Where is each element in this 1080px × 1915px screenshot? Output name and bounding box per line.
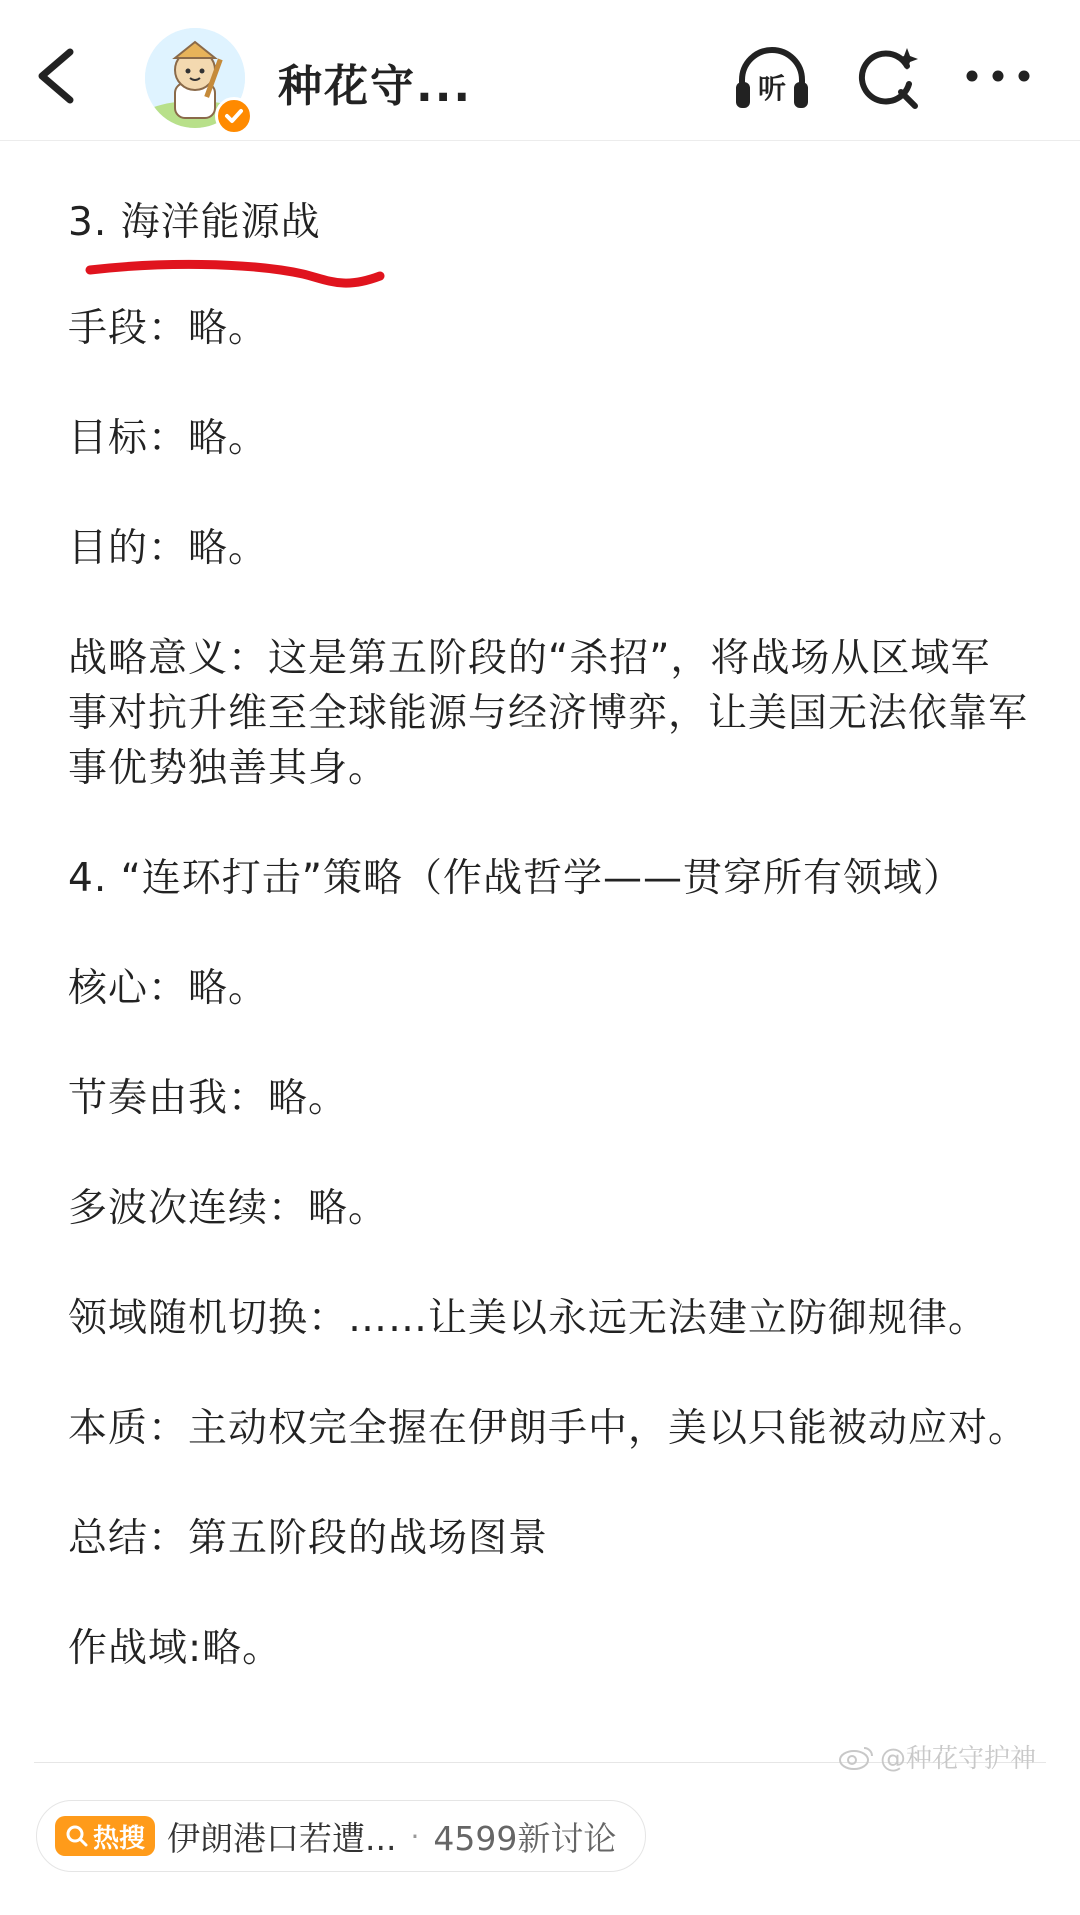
listen-button[interactable]	[732, 42, 812, 112]
section-heading: 3. 海洋能源战	[68, 200, 321, 245]
svg-text:听: 听	[757, 72, 787, 105]
hot-search-badge	[55, 1816, 155, 1856]
account-name[interactable]: 种花守...	[278, 61, 473, 112]
more-icon	[962, 60, 1034, 92]
paragraph: 作战域:略。	[68, 1626, 283, 1671]
paragraph: 目标：略。	[68, 416, 269, 461]
headphones-icon	[732, 42, 812, 112]
paragraph: 战略意义：这是第五阶段的“杀招”，将战场从区域军事对抗升维至全球能源与经济博弈，让美国无法依靠军事优势独善其身。	[68, 636, 1029, 791]
hot-search-topic: 伊朗港口若遭...	[167, 1818, 397, 1858]
more-button[interactable]	[962, 60, 1034, 92]
watermark	[838, 1738, 1036, 1775]
paragraph: 多波次连续：略。	[68, 1186, 389, 1231]
paragraph: 目的：略。	[68, 526, 269, 571]
paragraph: 节奏由我：略。	[68, 1076, 349, 1121]
post-body	[68, 195, 1028, 1731]
discussion-count: 4599新讨论	[433, 1818, 617, 1858]
paragraph: 手段：略。	[68, 306, 269, 351]
search-icon	[65, 1824, 89, 1848]
back-button[interactable]	[30, 40, 90, 112]
search-button[interactable]	[855, 44, 925, 114]
paragraph: 核心：略。	[68, 966, 269, 1011]
search-sparkle-icon	[855, 44, 925, 114]
paragraph: 总结：第五阶段的战场图景	[68, 1516, 549, 1561]
weibo-logo-icon	[838, 1744, 876, 1770]
red-underline-annotation	[68, 248, 398, 308]
top-bar	[0, 0, 1080, 141]
separator-dot: ·	[410, 1819, 420, 1853]
paragraph: 领域随机切换：……让美以永远无法建立防御规律。	[68, 1296, 989, 1341]
watermark-text: @种花守护神	[880, 1744, 1037, 1774]
section-heading: 4. “连环打击”策略（作战哲学——贯穿所有领域）	[68, 856, 964, 901]
hot-search-link[interactable]	[36, 1800, 646, 1872]
hot-badge-label: 热搜	[93, 1823, 146, 1854]
chevron-left-icon	[30, 40, 90, 112]
paragraph: 本质：主动权完全握在伊朗手中，美以只能被动应对。	[68, 1406, 1029, 1451]
verified-badge-icon	[215, 97, 253, 135]
